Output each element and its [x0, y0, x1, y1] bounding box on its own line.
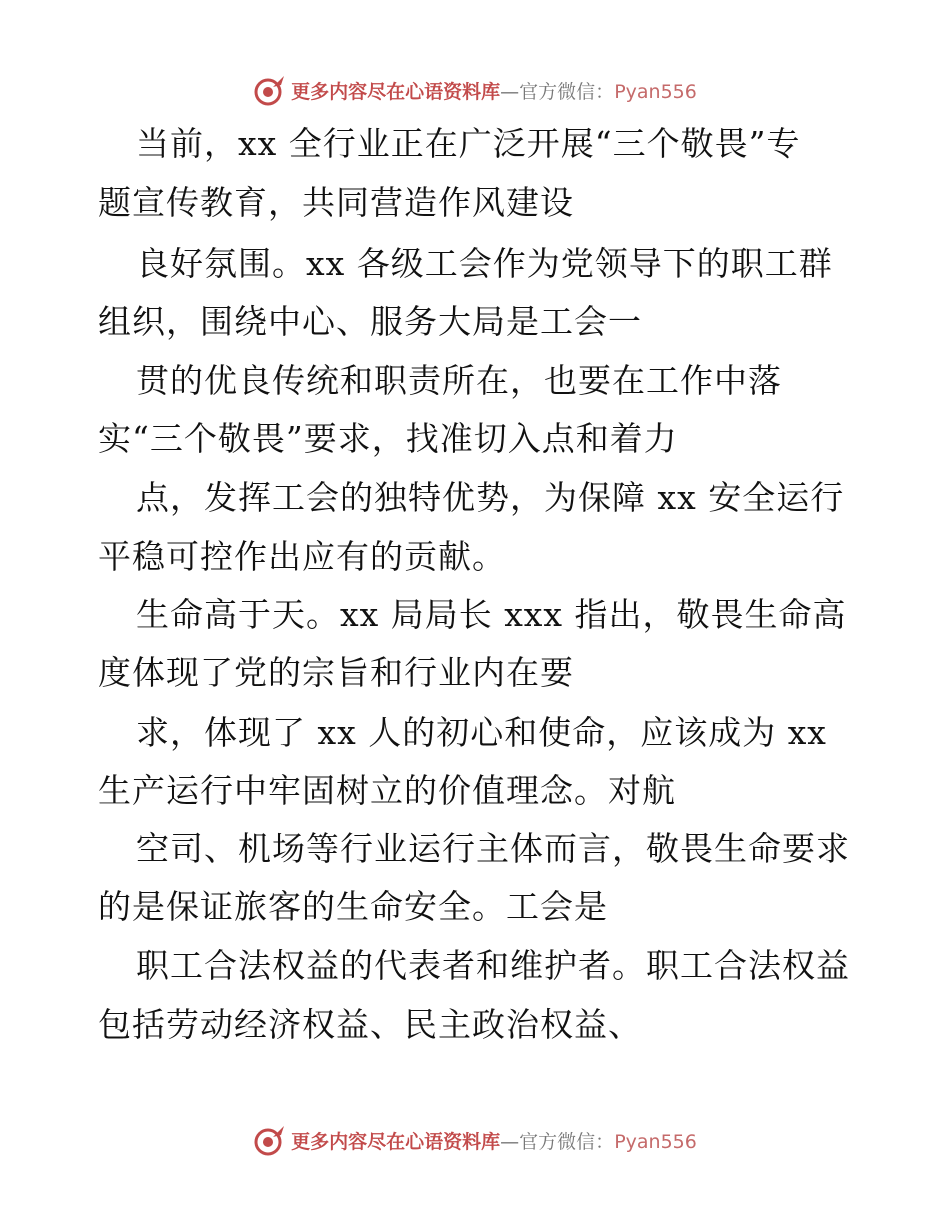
body-line: 实“三个敬畏”要求，找准切入点和着力 — [98, 419, 678, 458]
body-line: 求，体现了 xx 人的初心和使命，应该成为 xx — [136, 713, 827, 752]
watermark-dash: — — [500, 80, 520, 103]
body-line: 的是保证旅客的生命安全。工会是 — [98, 887, 608, 926]
body-line: 空司、机场等行业运行主体而言，敬畏生命要求 — [136, 829, 850, 868]
body-line: 贯的优良传统和职责所在，也要在工作中落 — [136, 361, 782, 400]
watermark-id: Pyan556 — [614, 1130, 697, 1153]
body-line: 点，发挥工会的独特优势，为保障 xx 安全运行 — [136, 478, 845, 517]
watermark-site: 更多内容尽在心语资料库 — [291, 1130, 501, 1153]
body-line: 组织，围绕中心、服务大局是工会一 — [98, 302, 642, 341]
body-line: 题宣传教育，共同营造作风建设 — [98, 183, 574, 222]
watermark-label: 官方微信： — [519, 1130, 615, 1153]
body-line: 包括劳动经济权益、民主政治权益、 — [98, 1005, 642, 1044]
watermark-site: 更多内容尽在心语资料库 — [291, 80, 501, 103]
body-line: 度体现了党的宗旨和行业内在要 — [98, 653, 574, 692]
watermark-dash: — — [500, 1130, 520, 1153]
body-line: 良好氛围。xx 各级工会作为党领导下的职工群 — [136, 244, 833, 283]
body-line: 职工合法权益的代表者和维护者。职工合法权益 — [136, 946, 850, 985]
watermark-label: 官方微信： — [519, 80, 615, 103]
watermark-text — [291, 77, 697, 104]
quill-logo-icon — [253, 73, 287, 107]
header-watermark — [0, 70, 950, 110]
body-line: 生命高于天。xx 局局长 xxx 指出，敬畏生命高 — [136, 595, 847, 634]
quill-logo-icon — [253, 1123, 287, 1157]
footer-watermark — [0, 1120, 950, 1160]
watermark-text — [291, 1127, 697, 1154]
watermark-id: Pyan556 — [614, 80, 697, 103]
body-line: 平稳可控作出应有的贡献。 — [98, 537, 506, 576]
body-line: 生产运行中牢固树立的价值理念。对航 — [98, 771, 676, 810]
body-line: 当前，xx 全行业正在广泛开展“三个敬畏”专 — [136, 124, 801, 163]
